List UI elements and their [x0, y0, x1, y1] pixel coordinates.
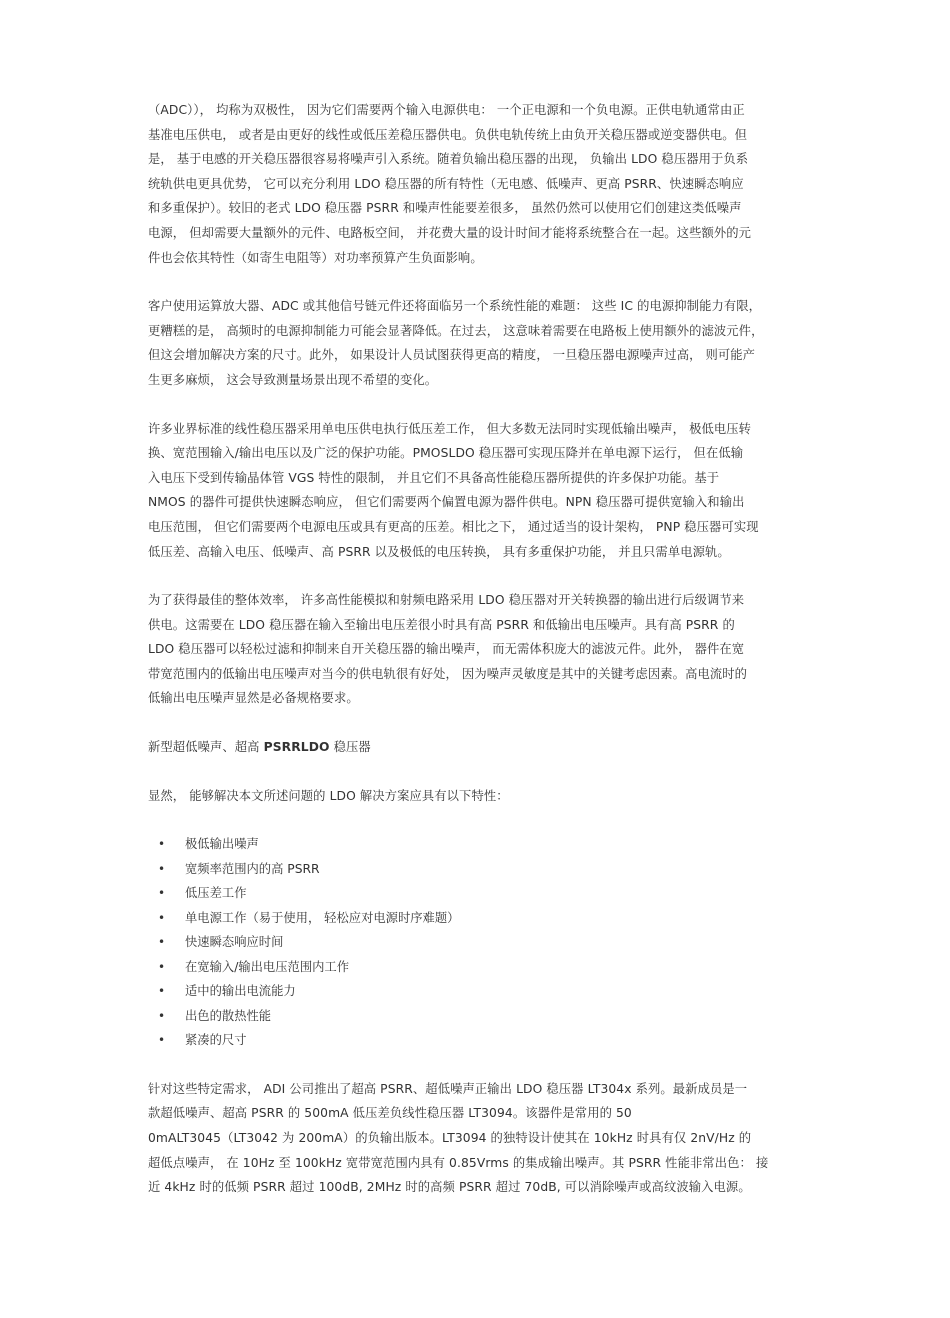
list-item-text: 适中的输出电流能力 — [185, 984, 296, 999]
heading-suffix: 稳压器 — [329, 740, 371, 755]
feature-list — [148, 832, 804, 1053]
text-line: 基准电压供电， 或者是由更好的线性或低压差稳压器供电。负供电轨传统上由负开关稳压器或逆变器供电。但 — [148, 127, 748, 142]
bullet-icon: • — [158, 1033, 166, 1048]
text-line: （ADC））， 均称为双极性， 因为它们需要两个输入电源供电： 一个正电源和一个负电源。正供电轨通常由正 — [148, 103, 745, 117]
list-item-text: 宽频率范围内的高 PSRR — [185, 861, 320, 876]
list-item — [148, 881, 804, 906]
text-line: 换、宽范围输入/输出电压以及广泛的保护功能。PMOSLDO 稳压器可实现压降并在单电源下运行， 但在低输 — [148, 446, 744, 461]
paragraph-adc-bipolar — [148, 98, 804, 270]
text-line: 低输出电压噪声显然是必备规格要求。 — [148, 691, 359, 706]
list-item — [148, 979, 804, 1004]
text-line: 但这会增加解决方案的尺寸。此外， 如果设计人员试图获得更高的精度， 一旦稳压器电源噪声过高， 则可能产 — [148, 348, 756, 363]
text-line: 供电。这需要在 LDO 稳压器在输入至输出电压差很小时具有高 PSRR 和低输出电压噪声。具有高 PSRR 的 — [148, 617, 735, 632]
list-item — [148, 1004, 804, 1029]
list-item — [148, 857, 804, 882]
text-line: LDO 稳压器可以轻松过滤和抑制来自开关稳压器的输出噪声， 而无需体积庞大的滤波元件。此外， 器件在宽 — [148, 642, 745, 657]
bullet-icon: • — [158, 861, 166, 876]
list-item-text: 在宽输入/输出电压范围内工作 — [185, 959, 350, 974]
list-item — [148, 906, 804, 931]
text-line: 件也会依其特性（如寄生电阻等）对功率预算产生负面影响。 — [148, 250, 483, 265]
text-line: 电压范围， 但它们需要两个电源电压或具有更高的压差。相比之下， 通过适当的设计架构， PNP 稳压器可实现 — [148, 519, 759, 534]
text-line: 入电压下受到传输晶体管 VGS 特性的限制， 并且它们不具备高性能稳压器所提供的许多保护功能。基于 — [148, 470, 720, 485]
bullet-icon: • — [158, 837, 166, 852]
bullet-icon: • — [158, 886, 166, 901]
paragraph-signal-chain — [148, 294, 804, 392]
text-line: 更糟糕的是， 高频时的电源抑制能力可能会显著降低。在过去， 这意味着需要在电路板上使用额外的滤波元件， — [148, 323, 764, 338]
text-line: 带宽范围内的低输出电压噪声对当今的供电轨很有好处， 因为噪声灵敏度是其中的关键考虑因素。高电流时的 — [148, 666, 748, 681]
list-item-text: 低压差工作 — [185, 886, 247, 901]
list-item — [148, 930, 804, 955]
list-item-text: 出色的散热性能 — [185, 1008, 272, 1023]
section-heading — [148, 735, 804, 760]
heading-bold: PSRRLDO — [263, 740, 330, 755]
document-body — [148, 98, 804, 1200]
list-item — [148, 1028, 804, 1053]
text-line: 0mALT3045（LT3042 为 200mA）的负输出版本。LT3094 的独特设计使其在 10kHz 时具有仅 2nV/Hz 的 — [148, 1130, 752, 1145]
text-line: 生更多麻烦， 这会导致测量场景出现不希望的变化。 — [148, 372, 438, 387]
paragraph-efficiency — [148, 588, 804, 711]
list-item-text: 单电源工作（易于使用， 轻松应对电源时序难题） — [185, 910, 460, 925]
text-line: 和多重保护）。较旧的老式 LDO 稳压器 PSRR 和噪声性能要差很多， 虽然仍然可以使用它们创建这类低噪声 — [148, 201, 742, 216]
text-line: 超低点噪声， 在 10Hz 至 100kHz 宽带宽范围内具有 0.85Vrms 的集成输出噪声。其 PSRR 性能非常出色： 接 — [148, 1155, 769, 1170]
heading-prefix: 新型超低噪声、超高 — [148, 740, 264, 755]
list-item — [148, 832, 804, 857]
text-line: 为了获得最佳的整体效率， 许多高性能模拟和射频电路采用 LDO 稳压器对开关转换器的输出进行后级调节来 — [148, 593, 745, 608]
paragraph-regulator-types — [148, 417, 804, 565]
list-item-text: 极低输出噪声 — [185, 837, 259, 852]
bullet-icon: • — [158, 1008, 166, 1023]
text-line: 针对这些特定需求， ADI 公司推出了超高 PSRR、超低噪声正输出 LDO 稳压器 LT304x 系列。最新成员是一 — [148, 1081, 748, 1096]
bullet-icon: • — [158, 984, 166, 999]
list-item-text: 紧凑的尺寸 — [185, 1033, 247, 1048]
bullet-icon: • — [158, 959, 166, 974]
text-line: 电源， 但却需要大量额外的元件、电路板空间， 并花费大量的设计时间才能将系统整合在一起。这些额外的元 — [148, 225, 752, 240]
bullet-icon: • — [158, 935, 166, 950]
text-line: 近 4kHz 时的低频 PSRR 超过 100dB, 2MHz 时的高频 PSRR 超过 70dB, 可以消除噪声或高纹波输入电源。 — [148, 1180, 751, 1195]
paragraph-lt3094 — [148, 1077, 804, 1200]
text-line: 许多业界标准的线性稳压器采用单电压供电执行低压差工作， 但大多数无法同时实现低输出噪声， 极低电压转 — [148, 421, 752, 436]
list-item — [148, 955, 804, 980]
text-line: 是， 基于电感的开关稳压器很容易将噪声引入系统。随着负输出稳压器的出现， 负输出 LDO 稳压器用于负系 — [148, 152, 749, 167]
text-line: 统轨供电更具优势， 它可以充分利用 LDO 稳压器的所有特性（无电感、低噪声、更高 PSRR、快速瞬态响应 — [148, 176, 744, 191]
text-line: 客户使用运算放大器、ADC 或其他信号链元件还将面临另一个系统性能的难题： 这些 IC 的电源抑制能力有限， — [148, 299, 762, 314]
list-item-text: 快速瞬态响应时间 — [185, 935, 284, 950]
text-line: 低压差、高输入电压、低噪声、高 PSRR 以及极低的电压转换， 具有多重保护功能， 并且只需单电源轨。 — [148, 544, 730, 559]
text-line: 款超低噪声、超高 PSRR 的 500mA 低压差负线性稳压器 LT3094。该器件是常用的 50 — [148, 1106, 632, 1121]
text-line: NMOS 的器件可提供快速瞬态响应， 但它们需要两个偏置电源为器件供电。NPN 稳压器可提供宽输入和输出 — [148, 495, 745, 510]
bullet-icon: • — [158, 910, 166, 925]
features-intro: 显然， 能够解决本文所述问题的 LDO 解决方案应具有以下特性： — [148, 788, 509, 803]
